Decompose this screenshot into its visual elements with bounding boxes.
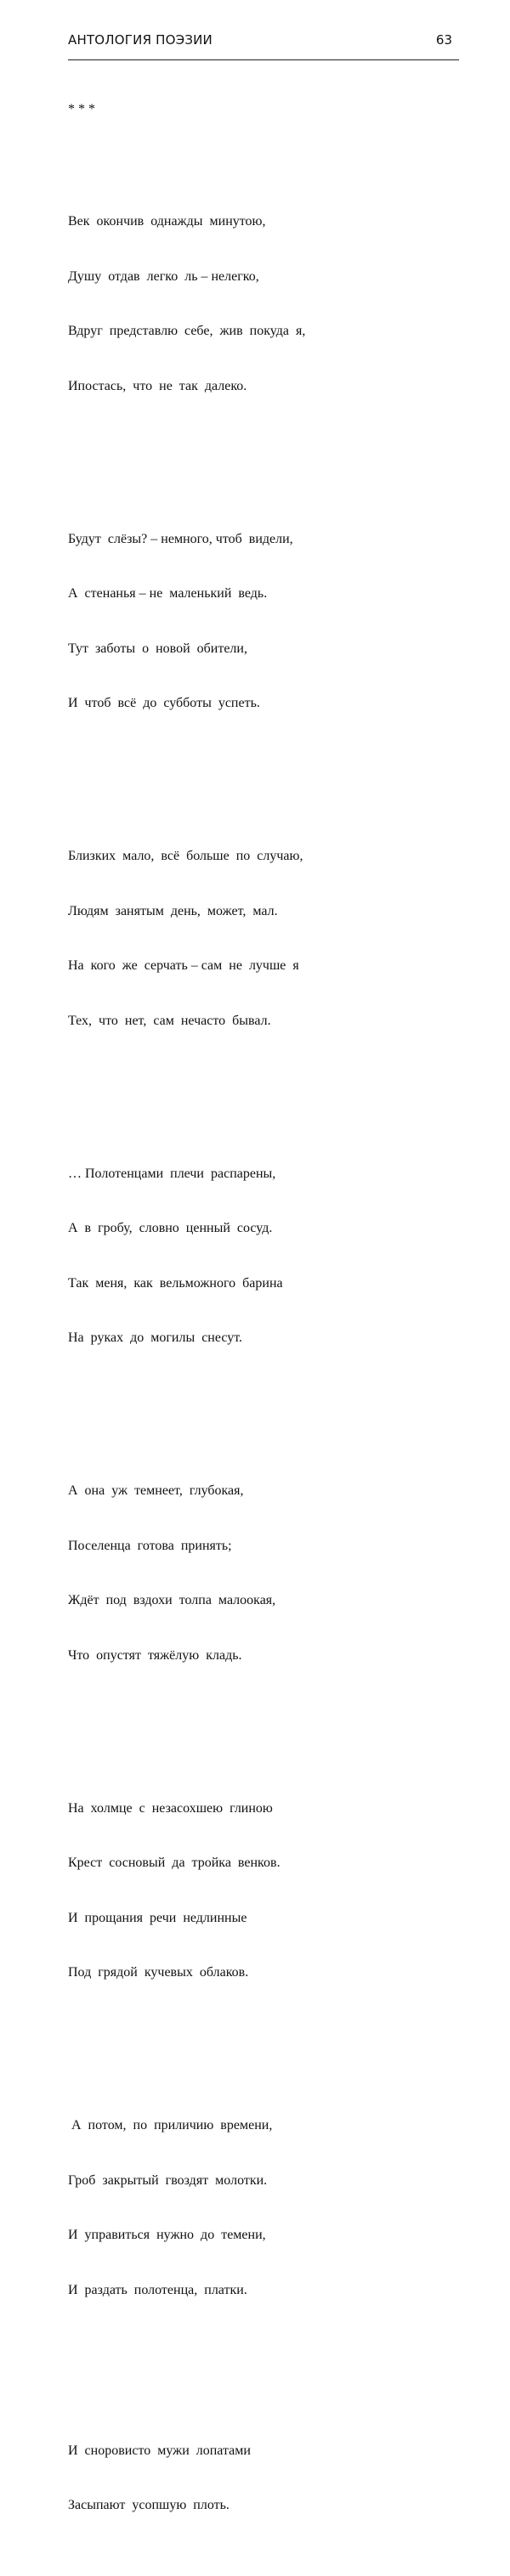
poem-line: Ждёт под вздохи толпа малоокая, xyxy=(68,1593,276,1607)
poem-line: Век окончив однажды минутою, xyxy=(68,214,266,229)
poem-line: Людям занятым день, может, мал. xyxy=(68,903,278,918)
poem-line: Ипостась, что не так далеко. xyxy=(68,378,247,393)
poem-line: На холмце с незасохшею глиною xyxy=(68,1800,273,1816)
stanza-2 xyxy=(68,494,459,749)
poem-line: И раздать полотенца, платки. xyxy=(68,2282,247,2297)
stanza-1 xyxy=(68,176,459,432)
poem-line: Гроб закрытый гвоздят молотки. xyxy=(68,2172,268,2188)
stanza-separator: * * * xyxy=(68,102,95,116)
poem-line: Крест сосновый да тройка венков. xyxy=(68,1856,280,1870)
page-number: 63 xyxy=(435,32,452,48)
poem-line: А она уж темнеет, глубокая, xyxy=(68,1483,244,1498)
poem xyxy=(68,64,459,2576)
stanza-8 xyxy=(68,2405,459,2551)
poem-line: И сноровисто мужи лопатами xyxy=(68,2443,251,2458)
book-title: АНТОЛОГИЯ ПОЭЗИИ xyxy=(68,32,212,48)
stanza-5 xyxy=(68,1445,459,1701)
stanza-4 xyxy=(68,1128,459,1384)
poem-line: И чтоб всё до субботы успеть. xyxy=(68,696,260,710)
poem-line: Поселенца готова принять; xyxy=(68,1538,232,1553)
poem-line: И управиться нужно до темени, xyxy=(68,2228,266,2242)
poem-line: На кого же серчать – сам не лучше я xyxy=(68,958,299,973)
stanza-3 xyxy=(68,811,459,1066)
poem-line: Что опустят тяжёлую кладь. xyxy=(68,1647,242,1663)
stanza-6 xyxy=(68,1763,459,2019)
poem-line: Тут заботы о новой обители, xyxy=(68,641,247,656)
stanza-7 xyxy=(68,2080,459,2336)
poem-line: А в гробу, словно ценный сосуд. xyxy=(68,1221,273,1235)
poem-line: На руках до могилы снесут. xyxy=(68,1330,243,1345)
poem-line: Засыпают усопшую плоть. xyxy=(68,2498,230,2512)
poem-line: Под грядой кучевых облаков. xyxy=(68,1965,249,1980)
poem-line: … Полотенцами плечи распарены, xyxy=(68,1166,276,1181)
poem-line: Близких мало, всё больше по случаю, xyxy=(68,849,303,863)
poem-line: А стенанья – не маленький ведь. xyxy=(68,586,268,601)
poem-line: Душу отдав легко ль – нелегко, xyxy=(68,268,259,284)
poem-line: Вдруг представлю себе, жив покуда я, xyxy=(68,324,306,338)
page-header xyxy=(68,31,459,60)
poem-line: И прощания речи недлинные xyxy=(68,1910,247,1925)
poem-line: А потом, по приличию времени, xyxy=(68,2118,273,2133)
poem-line: Тех, что нет, сам нечасто бывал. xyxy=(68,1013,271,1028)
poem-line: Будут слёзы? – немного, чтоб видели, xyxy=(68,531,293,546)
poem-line: Так меня, как вельможного барина xyxy=(68,1275,283,1291)
